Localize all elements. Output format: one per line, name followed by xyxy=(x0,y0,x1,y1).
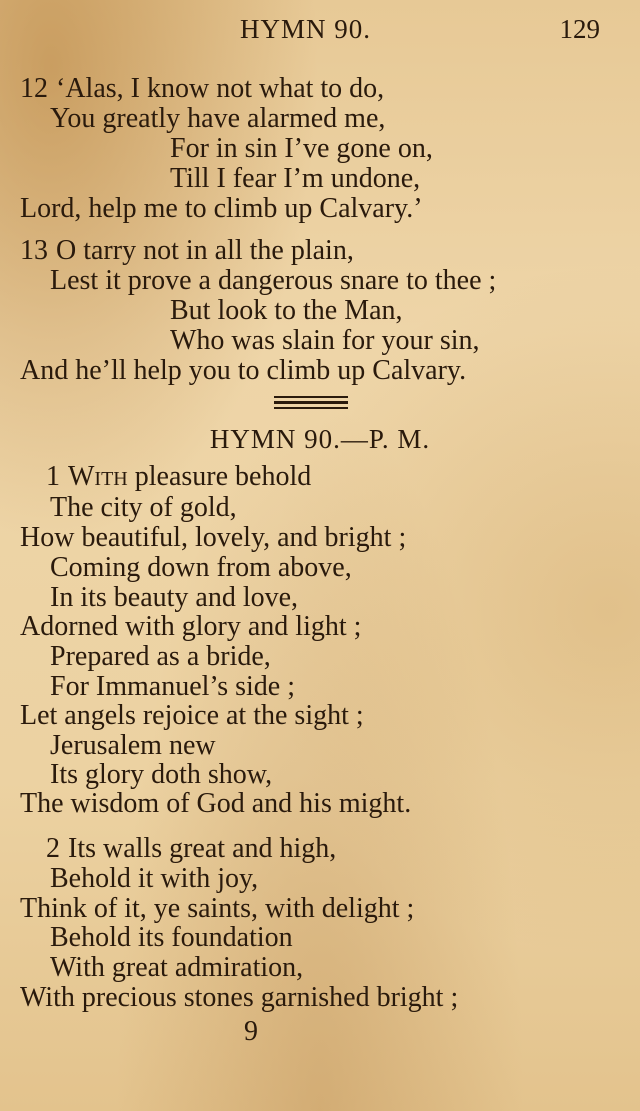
stanza-2-line-3: Think of it, ye saints, with delight ; xyxy=(20,893,415,924)
stanza-2-line-4: Behold its foundation xyxy=(50,922,293,953)
stanza-1-line-10: Jerusalem new xyxy=(50,730,216,761)
stanza-12-line-3: For in sin I’ve gone on, xyxy=(170,133,433,164)
stanza-1-line-12: The wisdom of God and his might. xyxy=(20,788,412,819)
section-divider xyxy=(274,396,348,412)
stanza-1-line-6: Adorned with glory and light ; xyxy=(20,611,362,642)
stanza-1-line-2: The city of gold, xyxy=(50,492,237,523)
stanza-1-line-1: 1 With pleasure behold xyxy=(46,461,312,492)
drop-word: With xyxy=(68,461,128,492)
stanza-1-line-3: How beautiful, lovely, and bright ; xyxy=(20,522,407,553)
page-header xyxy=(0,14,640,50)
verse-number: 2 xyxy=(46,833,60,864)
stanza-2-line-1: 2 Its walls great and high, xyxy=(46,833,337,864)
stanza-13-line-4: Who was slain for your sin, xyxy=(170,325,480,356)
stanza-13-line-1: 13 O tarry not in all the plain, xyxy=(20,235,354,266)
stanza-2-line-6: With precious stones garnished bright ; xyxy=(20,982,459,1013)
stanza-1-line-11: Its glory doth show, xyxy=(50,759,273,790)
stanza-2-line-2: Behold it with joy, xyxy=(50,863,259,894)
signature-mark: 9 xyxy=(244,1016,258,1047)
stanza-1-line-5: In its beauty and love, xyxy=(50,582,299,613)
verse-number: 12 xyxy=(20,73,48,104)
stanza-13-line-3: But look to the Man, xyxy=(170,295,403,326)
hymn-title: HYMN 90.—P. M. xyxy=(209,424,431,454)
stanza-1-line-4: Coming down from above, xyxy=(50,552,352,583)
stanza-12-line-2: You greatly have alarmed me, xyxy=(50,103,386,134)
stanza-12-line-1: 12 ‘Alas, I know not what to do, xyxy=(20,73,385,104)
stanza-12-line-4: Till I fear I’m undone, xyxy=(170,163,421,194)
stanza-1-line-7: Prepared as a bride, xyxy=(50,641,271,672)
verse-number: 13 xyxy=(20,235,48,266)
stanza-13-line-2: Lest it prove a dangerous snare to thee ; xyxy=(50,265,497,296)
stanza-13-line-5: And he’ll help you to climb up Calvary. xyxy=(20,355,467,386)
stanza-12-line-5: Lord, help me to climb up Calvary.’ xyxy=(20,193,423,224)
stanza-1-line-8: For Immanuel’s side ; xyxy=(50,671,295,702)
stanza-1-line-9: Let angels rejoice at the sight ; xyxy=(20,700,364,731)
running-title: HYMN 90. xyxy=(240,14,372,44)
page-number: 129 xyxy=(559,14,600,44)
verse-number: 1 xyxy=(46,461,60,492)
stanza-2-line-5: With great admiration, xyxy=(50,952,304,983)
